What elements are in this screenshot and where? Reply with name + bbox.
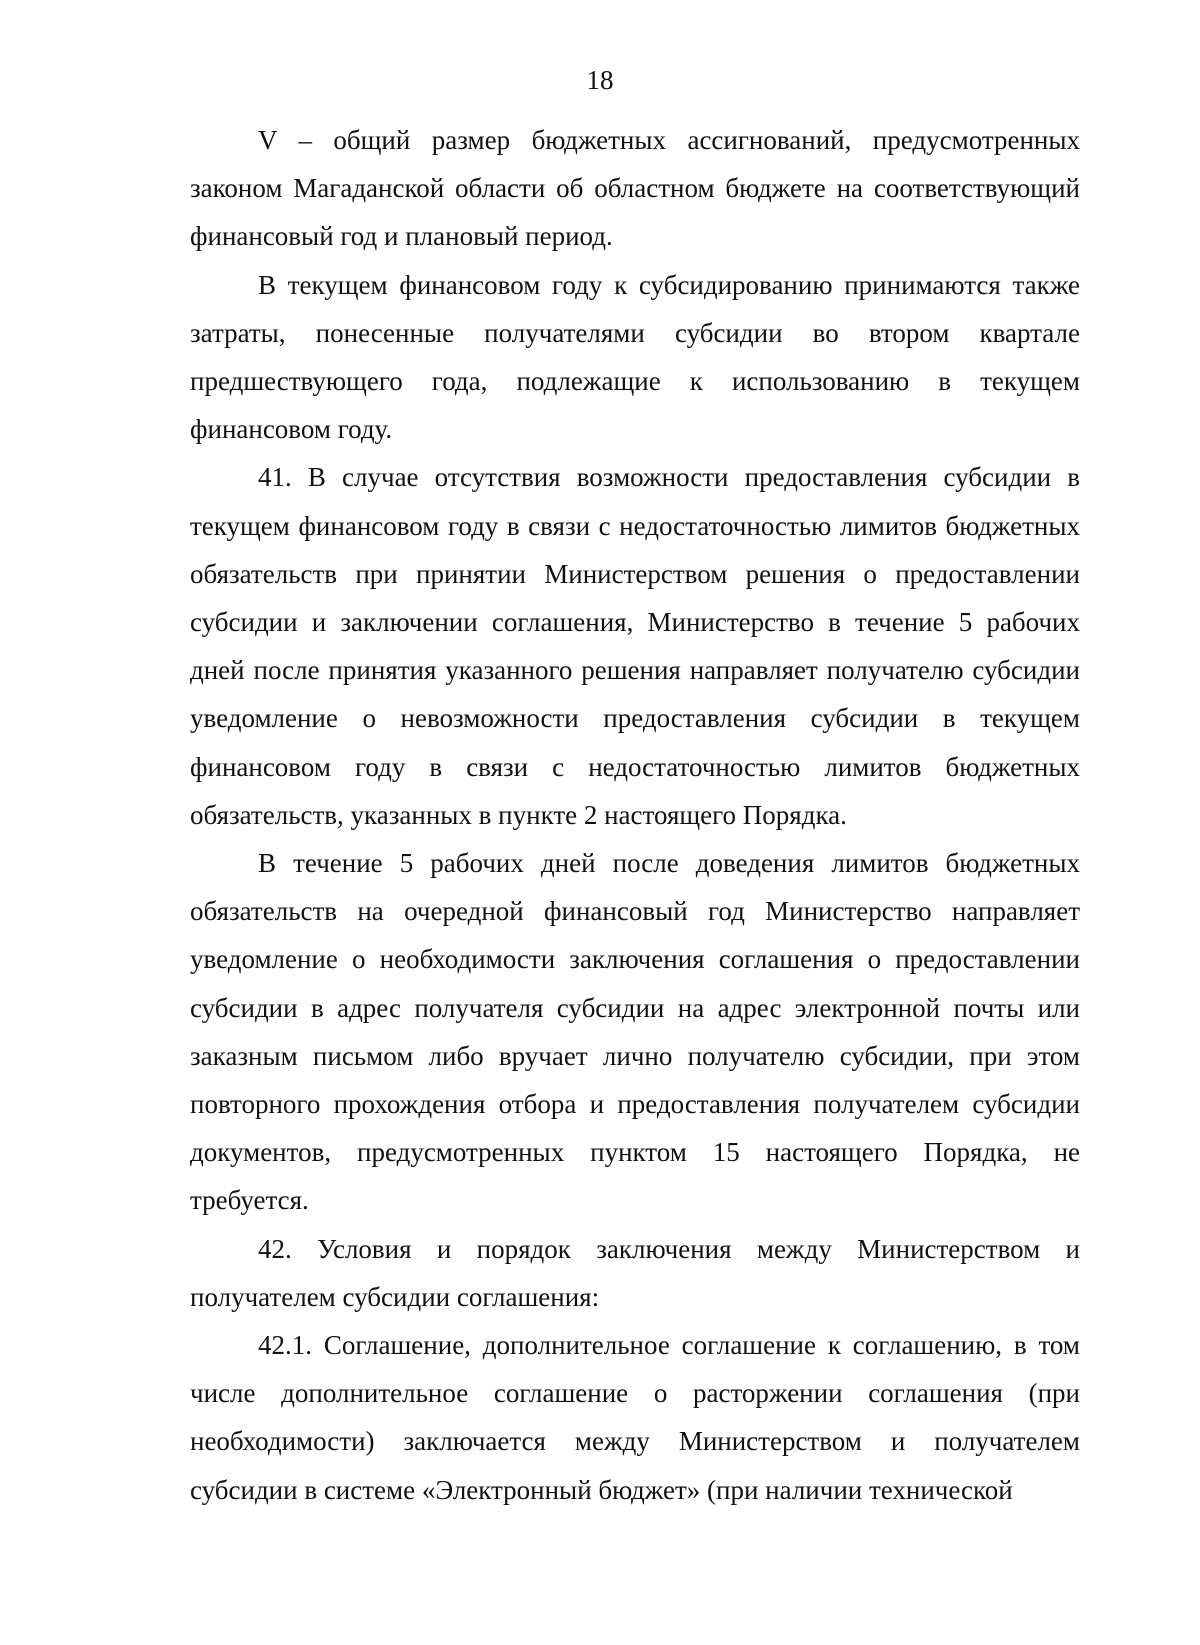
- paragraph-clause-42-1: 42.1. Соглашение, дополнительное соглашение к соглашению, в том числе дополнительное соглашение о расторжении соглашения (при необходимости) заключается между Министерством и получателем субсидии в системе «Электронный бюджет» (при наличии технической: [190, 1330, 1080, 1505]
- paragraph-clause-42: 42. Условия и порядок заключения между Министерством и получателем субсидии соглашения:: [190, 1233, 1080, 1312]
- document-body: [190, 116, 1080, 1514]
- page-number: 18: [586, 65, 614, 95]
- paragraph-notification: В течение 5 рабочих дней после доведения лимитов бюджетных обязательств на очередной финансовый год Министерство направляет уведомление о необходимости заключения соглашения о предоставлении субсидии в адрес получателя субсидии на адрес электронной почты или заказным письмом либо вручает лично получателю субсидии, при этом повторного прохождения отбора и предоставления получателем субсидии документов, предусмотренных пунктом 15 настоящего Порядка, не требуется.: [190, 848, 1080, 1216]
- paragraph-clause-41: 41. В случае отсутствия возможности предоставления субсидии в текущем финансовом году в связи с недостаточностью лимитов бюджетных обязательств при принятии Министерством решения о предоставлении субсидии и заключении соглашения, Министерство в течение 5 рабочих дней после принятия указанного решения направляет получателю субсидии уведомление о невозможности предоставления субсидии в текущем финансовом году в связи с недостаточностью лимитов бюджетных обязательств, указанных в пункте 2 настоящего Порядка.: [190, 462, 1080, 830]
- paragraph-v-definition: V – общий размер бюджетных ассигнований, предусмотренных законом Магаданской области об областном бюджете на соответствующий финансовый год и плановый период.: [190, 125, 1080, 252]
- paragraph-current-year-costs: В текущем финансовом году к субсидированию принимаются также затраты, понесенные получателями субсидии во втором квартале предшествующего года, подлежащие к использованию в текущем финансовом году.: [190, 269, 1080, 445]
